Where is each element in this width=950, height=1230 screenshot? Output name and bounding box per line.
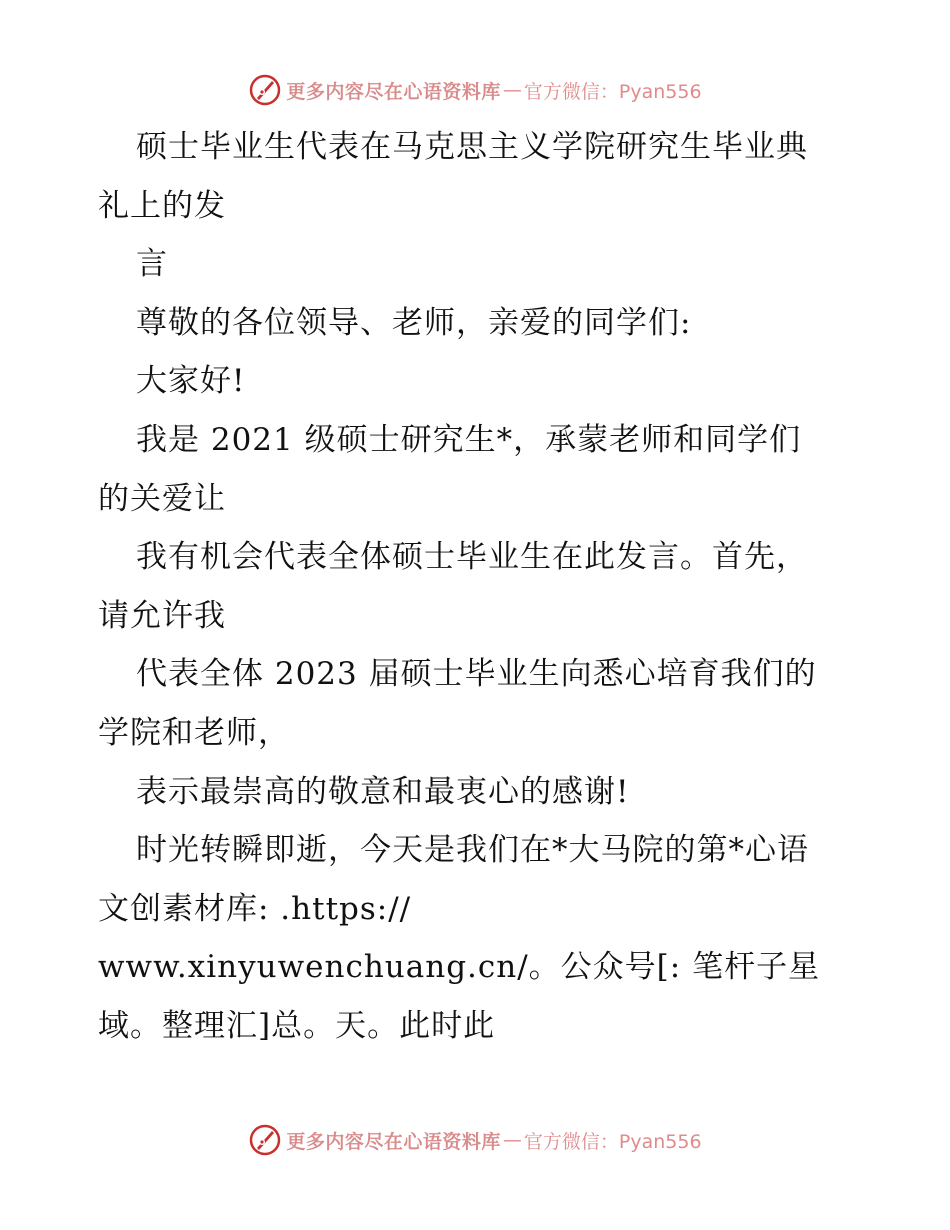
text-line: 时光转瞬即逝，今天是我们在*大马院的第*心语 — [136, 832, 809, 869]
watermark-wechat-text: 官方微信：Pyan556 — [523, 1130, 702, 1153]
text-line: 礼上的发 — [98, 187, 226, 224]
footer-watermark — [0, 1120, 950, 1160]
text-line: 学院和老师， — [98, 714, 290, 751]
text-line: 硕士毕业生代表在马克思主义学院研究生毕业典 — [136, 129, 808, 165]
text-line: 代表全体 2023 届硕士毕业生向悉心培育我们的 — [136, 656, 817, 693]
text-line: 文创素材库: .https:// — [98, 890, 412, 927]
text-line: www.xinyuwenchuang.cn/。公众号[: 笔杆子星 — [98, 949, 821, 986]
text-line: 大家好! — [136, 363, 246, 400]
text-line: 请允许我 — [98, 597, 226, 634]
watermark-wechat-text: 官方微信：Pyan556 — [523, 80, 702, 103]
watermark-dash: — — [502, 1129, 522, 1151]
watermark-site-text: 更多内容尽在心语资料库 — [286, 80, 501, 103]
text-line: 我是 2021 级硕士研究生*，承蒙老师和同学们 — [136, 421, 802, 458]
watermark-dash: — — [502, 79, 522, 101]
red-quill-seal-icon — [248, 73, 282, 107]
text-line: 表示最崇高的敬意和最衷心的感谢! — [136, 773, 630, 810]
text-line: 尊敬的各位领导、老师，亲爱的同学们: — [136, 304, 692, 341]
red-quill-seal-icon — [248, 1123, 282, 1157]
header-watermark — [0, 70, 950, 110]
text-line: 的关爱让 — [98, 480, 226, 517]
text-line: 言 — [136, 246, 168, 283]
text-line: 域。整理汇]总。天。此时此 — [98, 1007, 496, 1044]
watermark-site-text: 更多内容尽在心语资料库 — [286, 1130, 501, 1153]
text-line: 我有机会代表全体硕士毕业生在此发言。首先， — [136, 539, 808, 576]
document-body — [98, 118, 888, 1056]
